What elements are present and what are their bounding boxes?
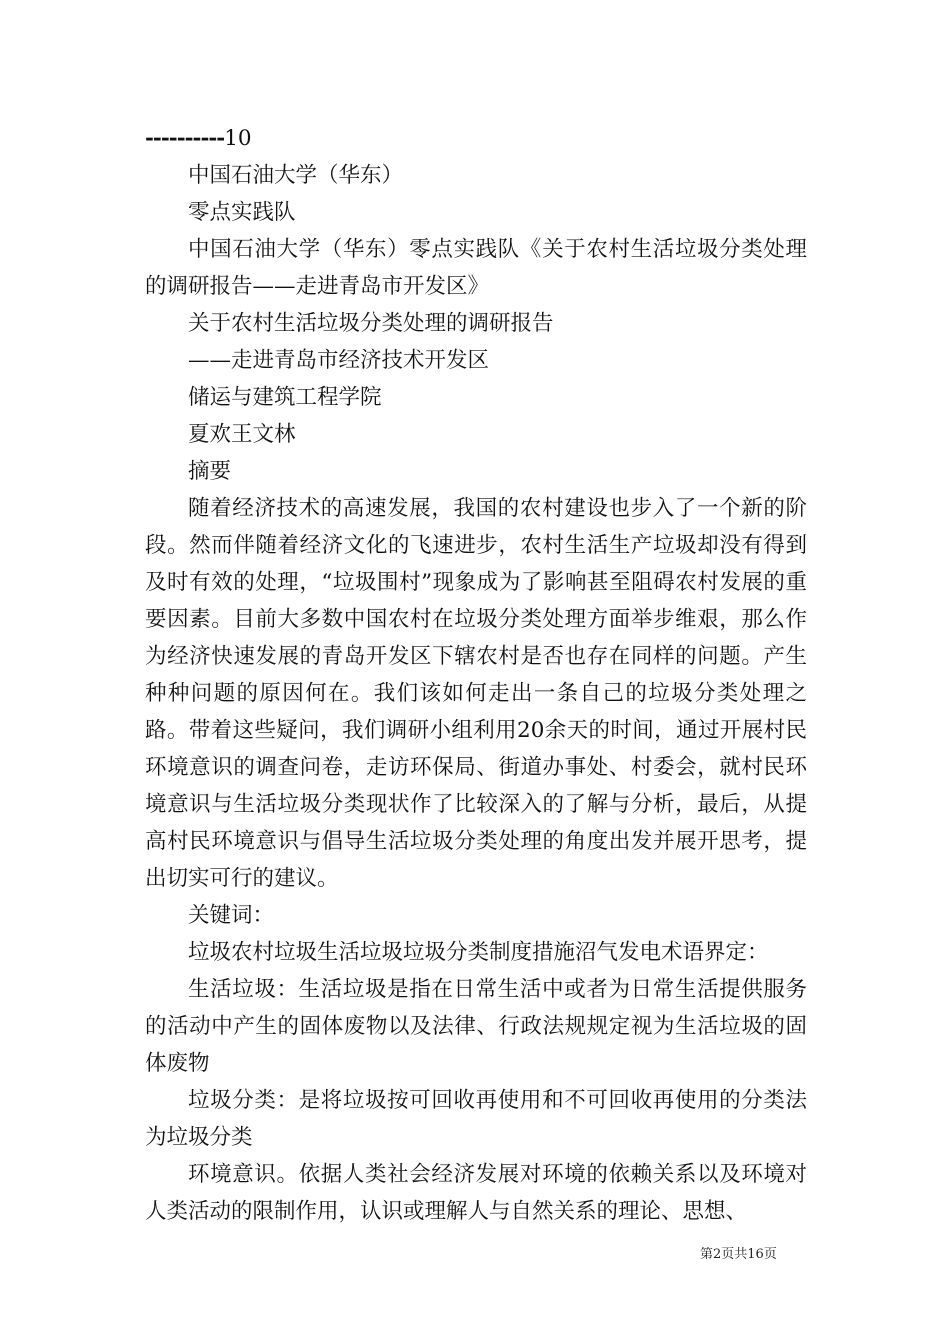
university-name: 中国石油大学（华东） (188, 163, 404, 188)
header-number: 10 (224, 126, 252, 151)
authors: 夏欢王文林 (188, 422, 296, 447)
definition-environmental-awareness: 环境意识。依据人类社会经济发展对环境的依赖关系以及环境对人类活动的限制作用，认识或理解人与自然关系的理论、思想、 (145, 1162, 807, 1224)
definition-household-waste: 生活垃圾：生活垃圾是指在日常生活中或者为日常生活提供服务的活动中产生的固体废物以及法律、行政法规规定视为生活垃圾的固体废物 (145, 977, 807, 1076)
dash-separator: ---------- (145, 126, 225, 151)
report-full-title: 中国石油大学（华东）零点实践队《关于农村生活垃圾分类处理的调研报告——走进青岛市开发区》 (145, 237, 807, 299)
report-subtitle: ——走进青岛市经济技术开发区 (188, 348, 490, 373)
team-name: 零点实践队 (188, 200, 296, 225)
keywords-heading: 关键词： (188, 903, 275, 928)
abstract-heading: 摘要 (188, 459, 232, 484)
keywords-list: 垃圾农村垃圾生活垃圾垃圾分类制度措施沼气发电术语界定： (188, 940, 769, 965)
document-body (145, 120, 807, 1230)
page-number-footer: 第2页共16页 (700, 1247, 777, 1262)
header-line (145, 120, 807, 157)
abstract-paragraph: 随着经济技术的高速发展，我国的农村建设也步入了一个新的阶段。然而伴随着经济文化的飞速进步，农村生活生产垃圾却没有得到及时有效的处理，“垃圾围村”现象成为了影响甚至阻碍农村发展的重要因素。目前大多数中国农村在垃圾分类处理方面举步维艰，那么作为经济快速发展的青岛开发区下辖农村是否也存在同样的问题。产生种种问题的原因何在。我们该如何走出一条自己的垃圾分类处理之路。带着这些疑问，我们调研小组利用20余天的时间，通过开展村民环境意识的调查问卷，走访环保局、街道办事处、村委会，就村民环境意识与生活垃圾分类现状作了比较深入的了解与分析，最后，从提高村民环境意识与倡导生活垃圾分类处理的角度出发并展开思考，提出切实可行的建议。 (145, 496, 807, 891)
college-name: 储运与建筑工程学院 (188, 385, 382, 410)
definition-waste-sorting: 垃圾分类：是将垃圾按可回收再使用和不可回收再使用的分类法为垃圾分类 (145, 1088, 807, 1150)
report-title: 关于农村生活垃圾分类处理的调研报告 (188, 311, 554, 336)
